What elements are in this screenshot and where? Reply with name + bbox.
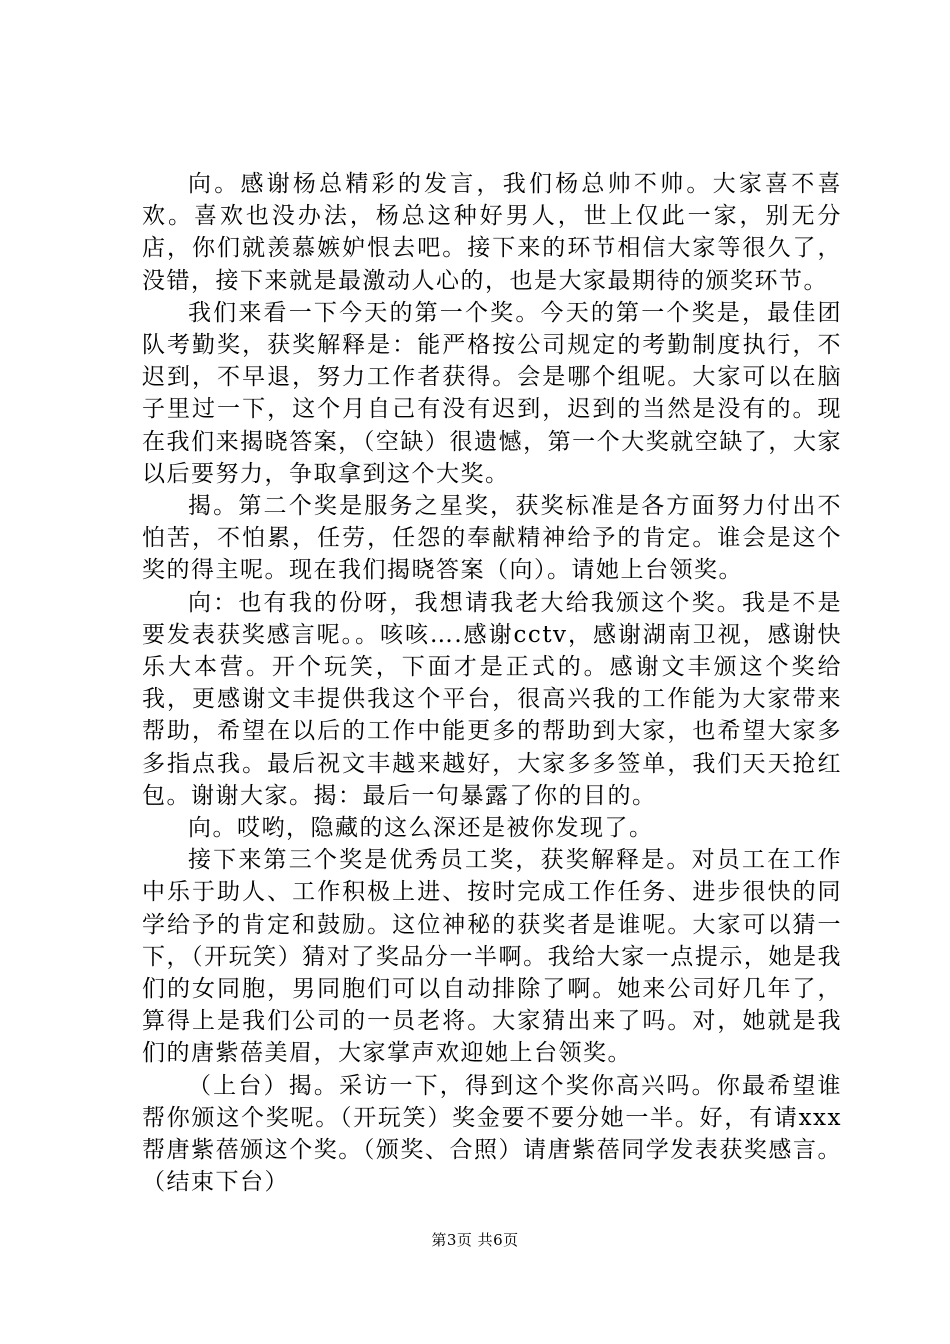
paragraph-1: 向。感谢杨总精彩的发言，我们杨总帅不帅。大家喜不喜欢。喜欢也没办法，杨总这种好男人，世上仅此一家，别无分店，你们就羡慕嫉妒恨去吧。接下来的环节相信大家等很久了，没错，接下来就是最激动人心的，也是大家最期待的颁奖环节。	[142, 171, 842, 294]
paragraph-3: 揭。第二个奖是服务之星奖，获奖标准是各方面努力付出不怕苦，不怕累，任劳，任怨的奉献精神给予的肯定。谁会是这个奖的得主呢。现在我们揭晓答案（向）。请她上台领奖。	[142, 493, 842, 584]
document-body	[142, 168, 842, 1199]
paragraph-7: （上台）揭。采访一下，得到这个奖你高兴吗。你最希望谁帮你颁这个奖呢。（开玩笑）奖金要不要分她一半。好，有请xxx帮唐紫蓓颁这个奖。（颁奖、合照）请唐紫蓓同学发表获奖感言。（结束下台）	[142, 1072, 842, 1196]
paragraph-6: 接下来第三个奖是优秀员工奖，获奖解释是。对员工在工作中乐于助人、工作积极上进、按时完成工作任务、进步很快的同学给予的肯定和鼓励。这位神秘的获奖者是谁呢。大家可以猜一下，（开玩笑）猜对了奖品分一半啊。我给大家一点提示，她是我们的女同胞，男同胞们可以自动排除了啊。她来公司好几年了，算得上是我们公司的一员老将。大家猜出来了吗。对，她就是我们的唐紫蓓美眉，大家掌声欢迎她上台领奖。	[142, 847, 842, 1067]
paragraph-2: 我们来看一下今天的第一个奖。今天的第一个奖是，最佳团队考勤奖，获奖解释是：能严格按公司规定的考勤制度执行，不迟到，不早退，努力工作者获得。会是哪个组呢。大家可以在脑子里过一下，这个月自己有没有迟到，迟到的当然是没有的。现在我们来揭晓答案，（空缺）很遗憾，第一个大奖就空缺了，大家以后要努力，争取拿到这个大奖。	[142, 299, 842, 487]
paragraph-4: 向：也有我的份呀，我想请我老大给我颁这个奖。我是不是要发表获奖感言呢。。咳咳….感谢cctv，感谢湖南卫视，感谢快乐大本营。开个玩笑，下面才是正式的。感谢文丰颁这个奖给我，更感谢文丰提供我这个平台，很高兴我的工作能为大家带来帮助，希望在以后的工作中能更多的帮助到大家，也希望大家多多指点我。最后祝文丰越来越好，大家多多签单，我们天天抢红包。谢谢大家。揭：最后一句暴露了你的目的。	[142, 589, 842, 809]
paragraph-5: 向。哎哟，隐藏的这么深还是被你发现了。	[188, 815, 654, 842]
page-number-footer: 第3页 共6页	[431, 1231, 519, 1249]
